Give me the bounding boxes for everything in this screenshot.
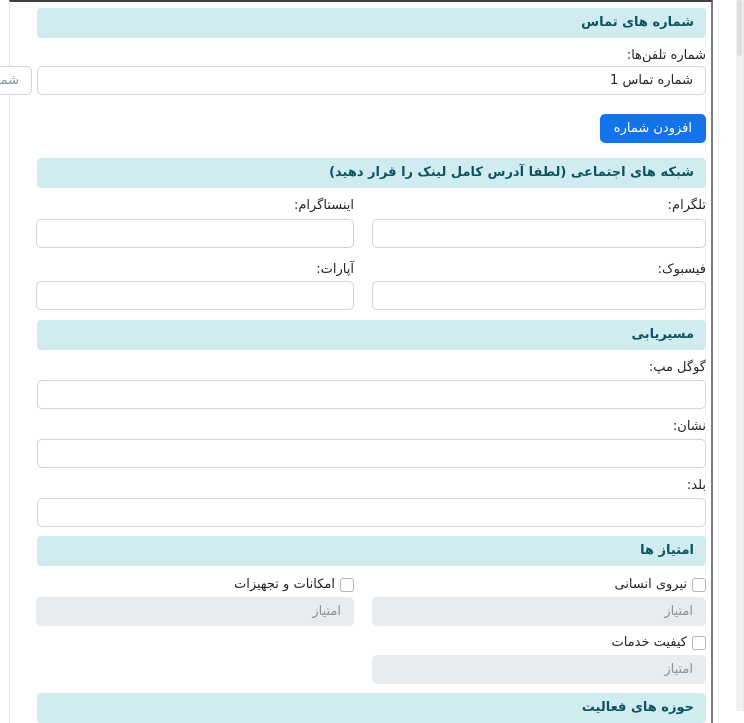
social-labels-row-1	[37, 198, 706, 214]
section-title: مسیریابی	[632, 327, 694, 342]
phone-row	[37, 66, 706, 95]
phone-number-input[interactable]	[0, 66, 32, 95]
human-resources-checkbox-label[interactable]: نیروی انسانی	[372, 576, 706, 593]
telegram-input[interactable]	[372, 219, 706, 248]
section-title: شبکه های اجتماعی (لطفا آدرس کامل لینک را قرار دهید)	[329, 165, 694, 180]
score-item-human-resources	[372, 576, 706, 626]
human-resources-checkbox[interactable]	[692, 578, 706, 592]
section-header-social	[37, 158, 706, 188]
facilities-checkbox[interactable]	[340, 578, 354, 592]
instagram-input[interactable]	[36, 219, 354, 248]
add-number-row	[37, 114, 706, 143]
section-title: شماره های تماس	[581, 15, 694, 30]
facilities-checkbox-label[interactable]: امکانات و تجهیزات	[36, 576, 354, 593]
score-item-facilities	[36, 576, 354, 626]
telegram-label: تلگرام:	[372, 198, 706, 214]
facebook-label: فیسبوک:	[372, 262, 706, 278]
neshan-input[interactable]	[37, 439, 706, 468]
section-header-routing	[37, 320, 706, 350]
service-quality-checkbox[interactable]	[692, 636, 706, 650]
score-item-service-quality	[372, 634, 706, 684]
scores-row-2	[37, 634, 706, 684]
google-map-input[interactable]	[37, 380, 706, 409]
neshan-label: نشان:	[37, 419, 706, 435]
service-quality-checkbox-label[interactable]: کیفیت خدمات	[372, 634, 706, 651]
section-header-contact-numbers	[37, 8, 706, 38]
facebook-input[interactable]	[372, 281, 706, 310]
facilities-score-input[interactable]	[36, 597, 354, 626]
scrollbar-thumb[interactable]	[737, 0, 742, 56]
balad-label: بلد:	[37, 478, 706, 494]
aparat-input[interactable]	[36, 281, 354, 310]
section-title: امتیاز ها	[640, 543, 694, 558]
section-header-activity	[37, 693, 706, 723]
form-card	[9, 0, 713, 723]
phone-name-input[interactable]	[37, 66, 706, 95]
social-inputs-row-1	[37, 219, 706, 248]
aparat-label: آپارات:	[36, 262, 354, 278]
add-number-button[interactable]: افزودن شماره	[600, 114, 706, 143]
social-inputs-row-2	[37, 281, 706, 310]
instagram-label: اینستاگرام:	[36, 198, 354, 214]
section-header-scores	[37, 536, 706, 566]
service-quality-score-input[interactable]	[372, 655, 706, 684]
phones-label: شماره تلفن‌ها:	[37, 48, 706, 64]
scrollbar-track[interactable]	[736, 0, 744, 711]
section-title: حوزه های فعالیت	[582, 700, 694, 715]
balad-input[interactable]	[37, 498, 706, 527]
google-map-label: گوگل مپ:	[37, 360, 706, 376]
human-resources-score-input[interactable]	[372, 597, 706, 626]
scores-row-1	[37, 576, 706, 626]
social-labels-row-2	[37, 262, 706, 278]
